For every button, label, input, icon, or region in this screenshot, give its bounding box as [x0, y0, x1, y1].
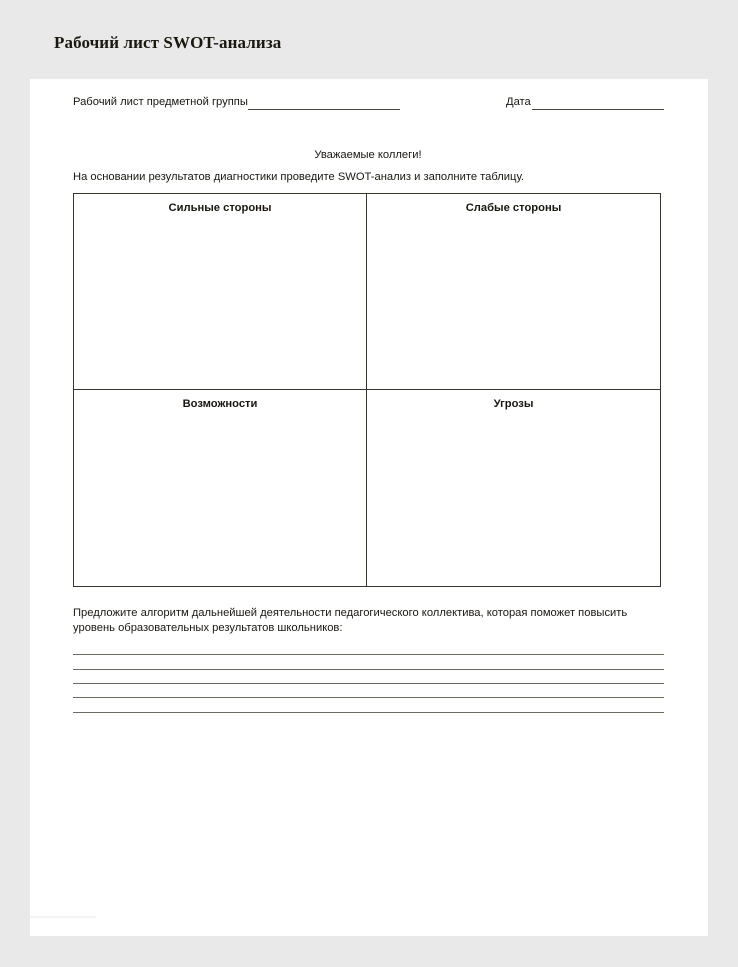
page-edge-mark [30, 916, 96, 918]
group-fill-line[interactable] [248, 109, 400, 110]
swot-cell-weaknesses[interactable] [367, 194, 660, 390]
group-label: Рабочий лист предметной группы [73, 96, 248, 108]
swot-cell-opportunities[interactable] [74, 390, 367, 586]
swot-cell-strengths[interactable] [74, 194, 367, 390]
answer-line[interactable] [73, 654, 664, 655]
answer-line[interactable] [73, 697, 664, 698]
greeting-text: Уважаемые коллеги! [314, 149, 422, 161]
date-fill-line[interactable] [532, 109, 664, 110]
answer-line[interactable] [73, 712, 664, 713]
answer-line[interactable] [73, 683, 664, 684]
swot-cell-threats[interactable] [367, 390, 660, 586]
swot-header-weaknesses: Слабые стороны [465, 202, 562, 214]
page-title: Рабочий лист SWOT-анализа [54, 33, 282, 52]
swot-header-opportunities: Возможности [182, 398, 258, 410]
swot-table [73, 193, 661, 587]
instruction-text: На основании результатов диагностики проведите SWOT-анализ и заполните таблицу. [73, 171, 525, 183]
algorithm-prompt: Предложите алгоритм дальнейшей деятельности педагогического коллектива, которая поможет повысить уровень образовательных результатов школьников: [73, 607, 628, 634]
swot-header-strengths: Сильные стороны [168, 202, 272, 214]
date-label: Дата [506, 96, 531, 108]
swot-header-threats: Угрозы [493, 398, 534, 410]
answer-line[interactable] [73, 669, 664, 670]
